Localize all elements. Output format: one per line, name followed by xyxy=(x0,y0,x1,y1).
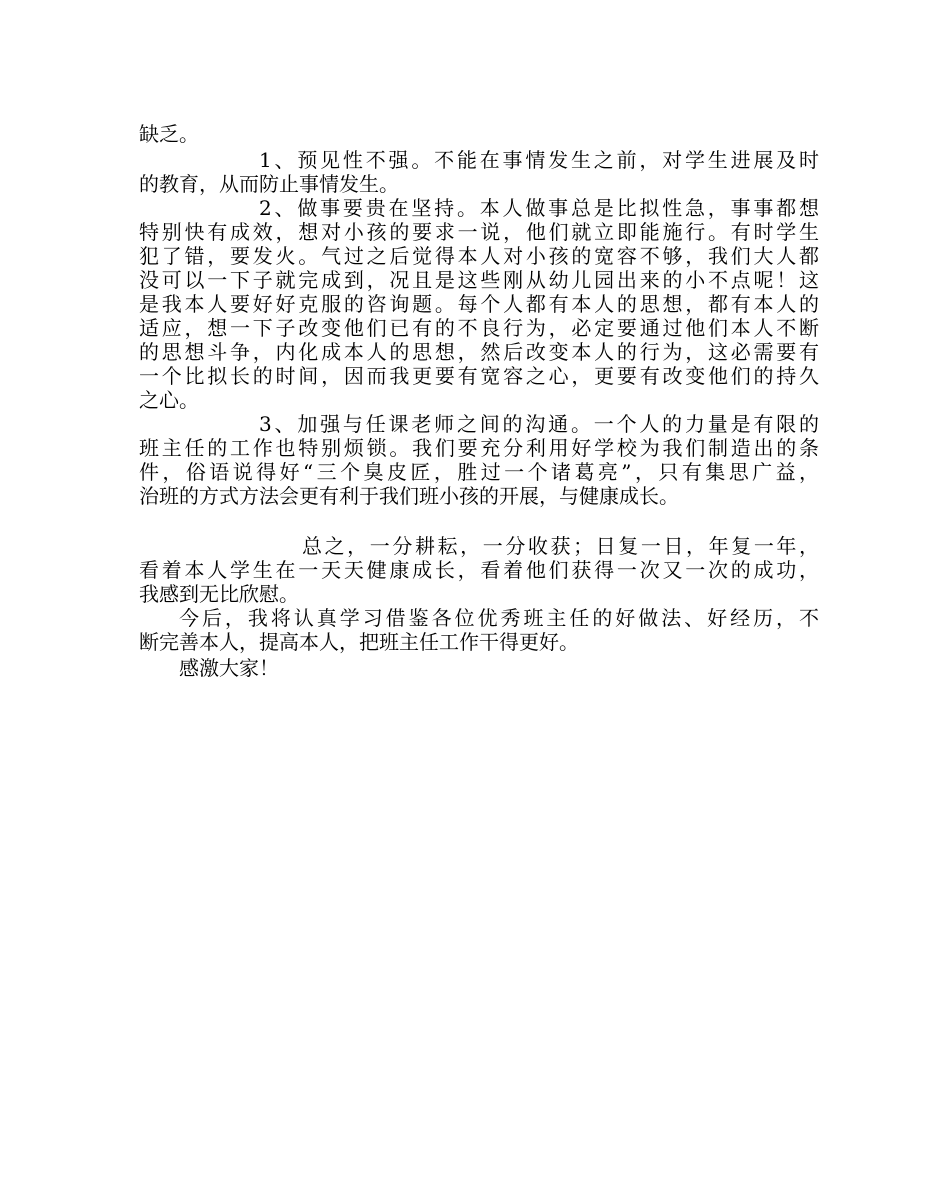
text-line: 缺乏。 xyxy=(139,122,199,146)
text-line: 1、预见性不强。不能在事情发生之前，对学生进展及时 xyxy=(259,148,819,172)
text-line: 看着本人学生在一天天健康成长，看着他们获得一次又一次的成功， xyxy=(139,558,819,582)
text-line: 一个比拟长的时间，因而我更要有宽容之心，更要有改变他们的持久 xyxy=(139,364,819,388)
text-line: 犯了错，要发火。气过之后觉得本人对小孩的宽容不够，我们大人都 xyxy=(139,244,819,268)
text-line: 感激大家！ xyxy=(179,656,279,680)
text-line: 治班的方式方法会更有利于我们班小孩的开展，与健康成长。 xyxy=(139,484,679,508)
text-line: 班主任的工作也特别烦锁。我们要充分利用好学校为我们制造出的条 xyxy=(139,436,819,460)
text-line: 的教育，从而防止事情发生。 xyxy=(139,172,399,196)
text-line: 没可以一下子就完成到，况且是这些刚从幼儿园出来的小不点呢！这 xyxy=(139,268,819,292)
text-line: 3、加强与任课老师之间的沟通。一个人的力量是有限的 xyxy=(259,412,819,436)
text-line: 断完善本人，提高本人，把班主任工作干得更好。 xyxy=(139,630,579,654)
text-line: 之心。 xyxy=(139,388,199,412)
text-line: 是我本人要好好克服的咨询题。每个人都有本人的思想，都有本人的 xyxy=(139,292,819,316)
text-line: 我感到无比欣慰。 xyxy=(139,582,299,606)
text-line: 特别快有成效，想对小孩的要求一说，他们就立即能施行。有时学生 xyxy=(139,220,819,244)
text-line: 总之，一分耕耘，一分收获；日复一日，年复一年， xyxy=(302,534,819,558)
text-line: 今后，我将认真学习借鉴各位优秀班主任的好做法、好经历，不 xyxy=(179,606,819,630)
text-line: 2、做事要贵在坚持。本人做事总是比拟性急，事事都想 xyxy=(259,196,819,220)
text-line: 的思想斗争，内化成本人的思想，然后改变本人的行为，这必需要有 xyxy=(139,340,819,364)
text-line: 件，俗语说得好“三个臭皮匠，胜过一个诸葛亮”，只有集思广益， xyxy=(139,460,819,484)
text-line: 适应，想一下子改变他们已有的不良行为，必定要通过他们本人不断 xyxy=(139,316,819,340)
